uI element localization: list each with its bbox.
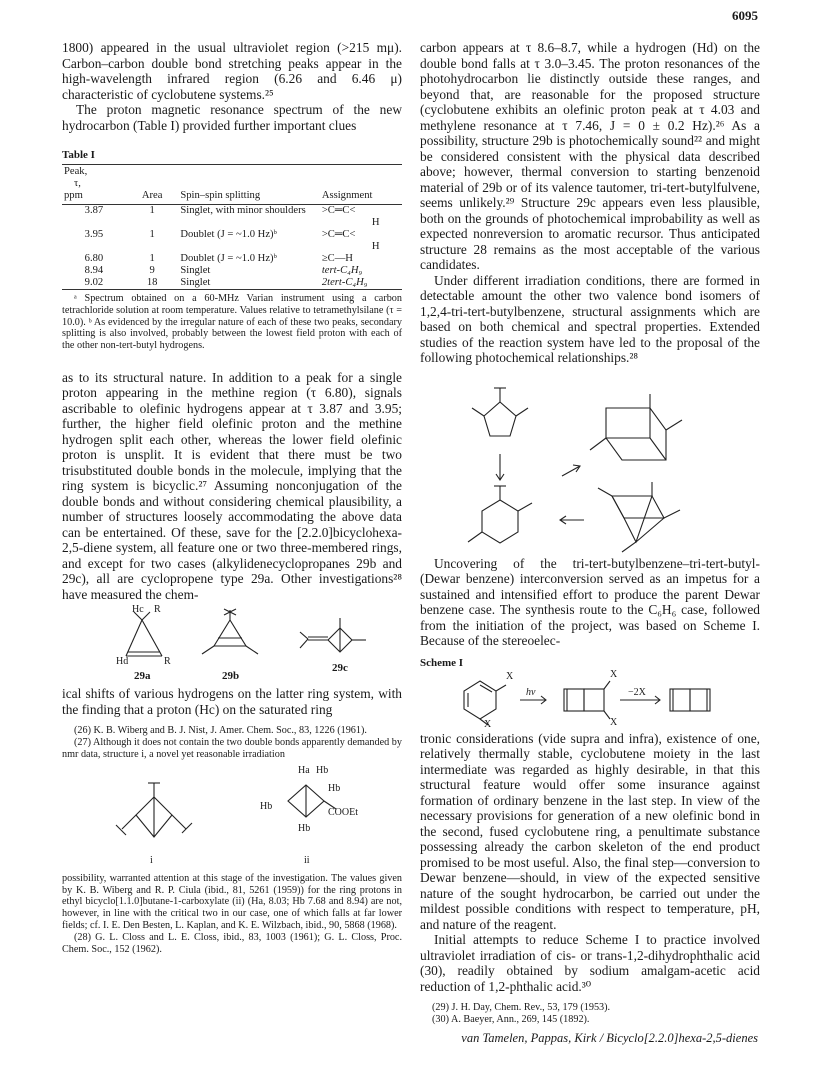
right-column — [420, 40, 760, 1026]
running-footer: van Tamelen, Pappas, Kirk / Bicyclo[2.2.0]hexa-2,5-dienes — [461, 1031, 758, 1045]
footnote-26: (26) K. B. Wiberg and B. J. Nist, J. Amer. Chem. Soc., 83, 1226 (1961). — [74, 725, 367, 737]
footnote-29: (29) J. H. Day, Chem. Rev., 53, 179 (1953). — [432, 1002, 611, 1013]
photochemical-relationships-drawing — [420, 372, 760, 556]
footnote-27: (27) Although it does not contain the two double bonds apparently demanded by nmr data, structure i, a novel yet reasonable irradiation — [62, 737, 402, 761]
right-paragraph-2: Under different irradiation conditions, there are formed in detectable amount the other two valence bond isomers of 1,2,4-tri-tert-butylbenzene, structural assignments which are based on both chemical and spectral properties. Extended studies of the reaction system have led to the proposal of the following photochemical relationships.²⁸ — [420, 272, 760, 365]
right-paragraph-4: tronic considerations (vide supra and infra), existence of one, relatively thermally stable, cyclobutene moiety in the last intermediate was regarded as highly desirable, in that this structural feature would offer some insurance against formation of ordinary benzene in the last step. In view of the necessary provisions for generation of a new olefinic bond in the second, fused cyclobutene ring, a penultimate substance possessing already the carbon skeleton of the end product promised to be most useful. Also, the final step—conversion to Dewar benzene—should, in view of the expected sensitive nature of the sought hydrocarbon, be carried out under the mildest possible conditions with respect to temperature, pH, and nature of the reagent. — [420, 730, 760, 932]
left-paragraph-3: as to its structural nature. In addition to a peak for a single proton appearing in the methine region (τ 6.80), signals ascribable to olefinic hydrogens appear at τ 3.87 and 3.95; further, the higher field olefinic proton and the methine hydrogen split each other, whereas the lower field olefinic proton is unsplit. It is evident that there must be two trisubstituted double bonds in the molecule, implying that the ring system is bicyclic.²⁷ Assuming nonconjugation of the double bonds and without considering chemical plausibility, a number of structures loosely accommodating the above data can be entertained. Of these, save for the [2.2.0]bicyclohexa-2,5-diene system, all feature one or two three-membered rings, and except for two cases (alkylidenecyclopropanes 29b and 29c), all are cyclopropene type 29a. Other investigations²⁸ have measured the chem- — [62, 369, 402, 602]
footnote-30: (30) A. Baeyer, Ann., 269, 145 (1892). — [432, 1013, 590, 1025]
structures-i-ii: Ha Hb Hb Hb Hb COOEt i ii — [62, 761, 402, 873]
right-paragraph-5: Initial attempts to reduce Scheme I to practice involved ultraviolet irradiation of cis- or trans-1,2-dihydrophthalic acid (30), readily obtained by sodium amalgam-acetic acid reduction of 1,2-phthalic acid.³⁰ — [420, 932, 760, 994]
left-paragraph-2: The proton magnetic resonance spectrum of the new hydrocarbon (Table I) provided further important clues — [62, 102, 402, 133]
right-paragraph-3: Uncovering of the tri-tert-butylbenzene–tri-tert-butyl-(Dewar benzene) interconversion served as an impetus for a sustained and intensified effort to produce the parent Dewar benzene case. The synthesis route to the C₆H₆ case, followed from the initiation of the project, was based on Scheme I. Because of the stereoelec- — [420, 555, 760, 648]
col-assignment: Assignment — [321, 190, 373, 201]
table-row: 9.02 18 Singlet 2tert-C₄H₉ — [62, 277, 402, 290]
left-paragraph-4: ical shifts of various hydrogens on the latter ring system, with the finding that a proton (Hc) on the saturated ring — [62, 686, 402, 717]
table-row: 8.94 9 Singlet tert-C₄H₉ — [84, 265, 363, 276]
col-area: Area — [141, 190, 163, 201]
scheme-1-drawing — [420, 669, 760, 731]
photochemical-relationships-diagram — [420, 372, 760, 556]
table-row: 3.87 1 Singlet, with minor shoulders >C═C< H — [62, 205, 402, 230]
table-footnote: ᵃ Spectrum obtained on a 60-MHz Varian instrument using a carbon tetrachloride solution at room temperature. Values relative to tetramethylsilane (τ = 10.0). ᵇ As evidenced by the irregular nature of each of these two peaks, secondary splitting is also involved, probably between the lowest field proton with each of the other non-tert-butyl hydrogens. — [62, 293, 402, 352]
left-paragraph-1: 1800) appeared in the usual ultraviolet region (>215 mμ). Carbon–carbon double bond stretching peaks appear in the high-wavelength infrared region (6.26 and 6.46 μ) characteristic of cyclobutene systems.²⁵ — [62, 40, 402, 102]
table-title: Table I — [62, 149, 95, 161]
scheme-1-diagram: X X X X hν −2X — [420, 669, 760, 731]
scheme-title: Scheme I — [420, 656, 464, 669]
right-paragraph-1: carbon appears at τ 8.6–8.7, while a hydrogen (Hd) on the double bond falls at τ 3.0–3.45. The proton resonances of the photohydrocarbon lie distinctly outside these ranges, and beyond that, are reasonable for the proposed structure (cyclobutene exhibits an olefinic proton peak at τ 4.03 and methylene resonance at τ 7.46, J = 0 ± 0.2 Hz).²⁶ As a possibility, structure 29b is photochemically sound²² and might be considered consistent with the physical data described above; however, thermal conversion to starting benzenoid material of 29b or of its valence tautomer, tri-tert-butylfulvene, seems unlikely.²⁹ Structure 29c appears even less plausible, both on the grounds of photochemical improbability as well as expected nonreversion to aromatic recursor. Thus anticipated structure 28 remains as the most acceptable of the various candidates. — [420, 40, 760, 272]
structures-29: Hc R Hd R 29a 29b 29c — [62, 606, 402, 686]
table-row: 6.80 1 Doublet (J = ~1.0 Hz)ᵇ ≥C—H — [84, 253, 353, 264]
footnote-27-continued: possibility, warranted attention at this stage of the investigation. The values given by K. B. Wiberg and R. P. Ciula (ibid., 81, 5261 (1959)) for the ring protons in ethyl bicyclo[1.1.0]butane-1-carboxylate (ii) (Ha, 8.03; Hb 7.68 and 8.94) are not, however, in line with the critical two in our case, one of which falls at far lower fields; cf. I. E. Den Besten, L. Kaplan, and K. E. Wilzbach, ibid., 90, 5868 (1968). — [62, 872, 402, 932]
page-number: 6095 — [732, 8, 758, 23]
table-row: 3.95 1 Doublet (J = ~1.0 Hz)ᵇ >C═C< H — [84, 229, 380, 252]
col-splitting: Spin–spin splitting — [180, 190, 261, 201]
footnote-28: (28) G. L. Closs and L. E. Closs, ibid., 83, 1003 (1961); G. L. Closs, Proc. Chem. Soc., 152 (1962). — [62, 931, 402, 955]
left-column — [62, 40, 402, 955]
col-peak: Peak, τ, ppm — [64, 166, 88, 201]
nmr-table — [62, 164, 402, 290]
